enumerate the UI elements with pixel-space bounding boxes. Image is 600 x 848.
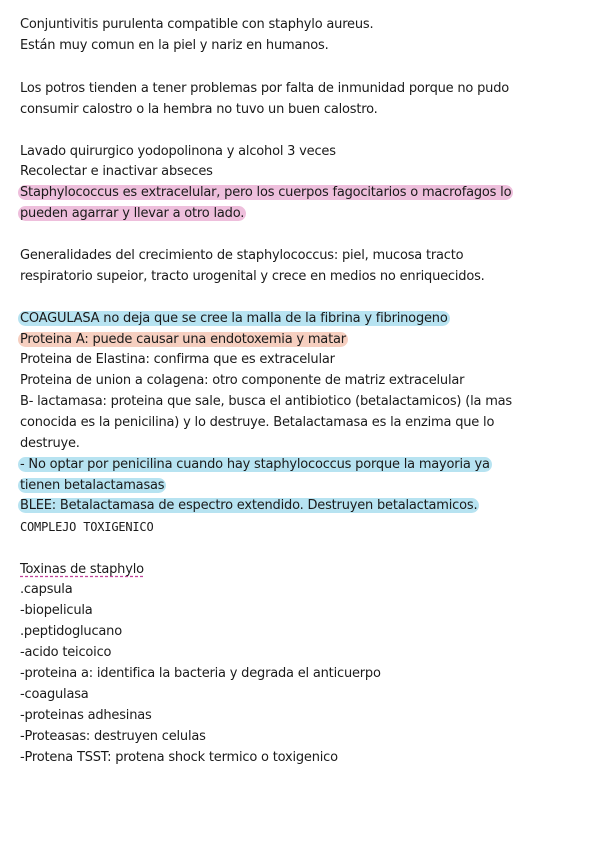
- note-text: Están muy comun en la piel y nariz en humanos.: [20, 38, 329, 53]
- list-item: [18, 750, 584, 766]
- note-text: Proteina de union a colagena: otro componente de matriz extracelular: [20, 373, 465, 388]
- note-text: conocida es la penicilina) y lo destruye. Betalactamasa es la enzima que lo: [20, 415, 495, 430]
- note-line: [18, 248, 584, 264]
- note-text: COMPLEJO TOXIGENICO: [20, 520, 154, 534]
- list-item-text: -acido teicoico: [20, 645, 112, 660]
- list-item: [18, 582, 584, 598]
- note-line-highlighted: [18, 311, 584, 327]
- highlighted-text: pueden agarrar y llevar a otro lado.: [20, 206, 245, 221]
- note-line-highlighted: [18, 185, 584, 201]
- list-item-text: -biopelicula: [20, 603, 93, 618]
- list-item-text: -Proteasas: destruyen celulas: [20, 729, 206, 744]
- highlighted-text: Proteina A: puede causar una endotoxemia y matar: [20, 332, 346, 347]
- note-line: [18, 269, 584, 285]
- note-line: [18, 17, 584, 33]
- note-line: [18, 144, 584, 160]
- note-text: B- lactamasa: proteina que sale, busca el antibiotico (betalactamicos) (la mas: [20, 394, 512, 409]
- list-item-text: -proteina a: identifica la bacteria y degrada el anticuerpo: [20, 666, 381, 681]
- list-item-text: .capsula: [20, 582, 73, 597]
- list-item: [18, 603, 584, 619]
- list-item: [18, 645, 584, 661]
- note-text: consumir calostro o la hembra no tuvo un buen calostro.: [20, 102, 378, 117]
- note-line: [18, 102, 584, 118]
- note-text: Proteina de Elastina: confirma que es extracelular: [20, 352, 335, 367]
- highlighted-text: tienen betalactamasas: [20, 478, 165, 493]
- list-item-text: -proteinas adhesinas: [20, 708, 152, 723]
- note-line-highlighted: [18, 478, 584, 494]
- toxins-title: Toxinas de staphylo: [20, 562, 144, 577]
- list-item-text: -coagulasa: [20, 687, 89, 702]
- list-item-text: .peptidoglucano: [20, 624, 122, 639]
- note-line: [18, 436, 584, 452]
- highlighted-text: - No optar por penicilina cuando hay staphylococcus porque la mayoria ya: [20, 457, 490, 472]
- note-line: [18, 38, 584, 54]
- list-item: [18, 666, 584, 682]
- note-text: respiratorio supeior, tracto urogenital y crece en medios no enriquecidos.: [20, 269, 485, 284]
- note-line-highlighted: [18, 206, 584, 222]
- note-text: Los potros tienden a tener problemas por falta de inmunidad porque no pudo: [20, 81, 510, 96]
- highlighted-text: Staphylococcus es extracelular, pero los cuerpos fagocitarios o macrofagos lo: [20, 185, 512, 200]
- note-line: [18, 81, 584, 97]
- note-line: [18, 519, 584, 535]
- note-line-highlighted: [18, 457, 584, 473]
- note-text: Conjuntivitis purulenta compatible con staphylo aureus.: [20, 17, 374, 32]
- note-text: Recolectar e inactivar abseces: [20, 164, 213, 179]
- note-line: [18, 415, 584, 431]
- highlighted-text: COAGULASA no deja que se cree la malla de la fibrina y fibrinogeno: [20, 311, 448, 326]
- note-line: [18, 164, 584, 180]
- section-title: [18, 562, 584, 578]
- list-item: [18, 624, 584, 640]
- highlighted-text: BLEE: Betalactamasa de espectro extendido. Destruyen betalactamicos.: [20, 498, 478, 513]
- note-text: Generalidades del crecimiento de staphylococcus: piel, mucosa tracto: [20, 248, 464, 263]
- note-line: [18, 352, 584, 368]
- note-line-highlighted: [18, 332, 584, 348]
- note-line: [18, 394, 584, 410]
- note-line: [18, 373, 584, 389]
- note-text: Lavado quirurgico yodopolinona y alcohol 3 veces: [20, 144, 336, 159]
- list-item: [18, 729, 584, 745]
- list-item-text: -Protena TSST: protena shock termico o toxigenico: [20, 750, 338, 765]
- note-text: destruye.: [20, 436, 80, 451]
- list-item: [18, 708, 584, 724]
- note-line-highlighted: [18, 498, 584, 514]
- list-item: [18, 687, 584, 703]
